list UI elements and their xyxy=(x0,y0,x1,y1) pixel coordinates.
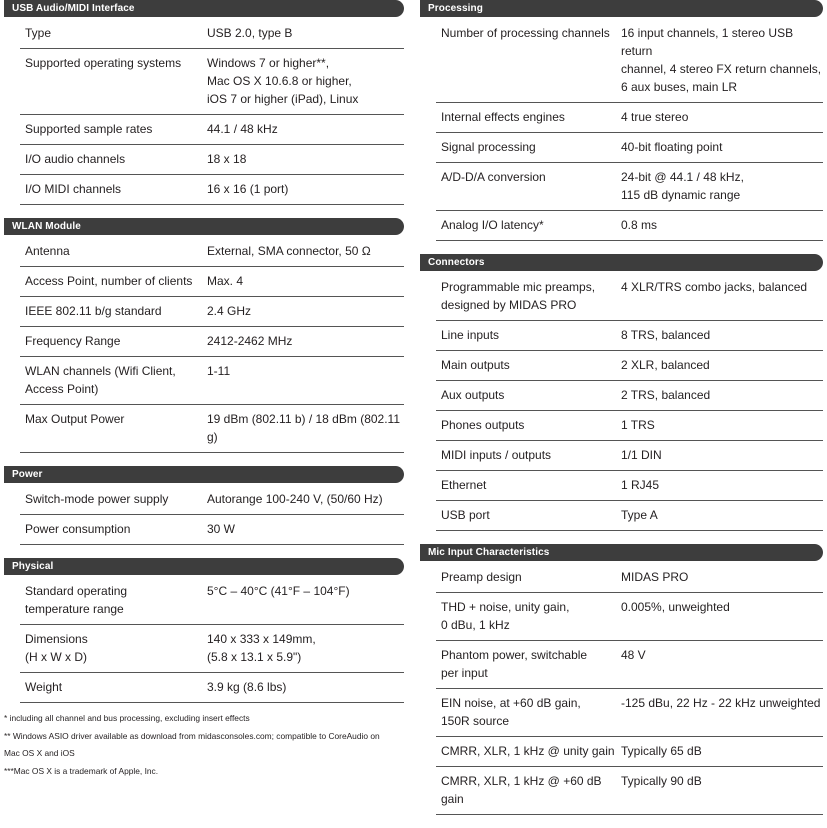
spec-label: Dimensions (H x W x D) xyxy=(25,632,88,664)
spec-label: Line inputs xyxy=(441,328,500,342)
spec-label: IEEE 802.11 b/g standard xyxy=(25,304,162,318)
spec-table xyxy=(436,271,823,531)
spec-label: A/D-D/A conversion xyxy=(441,170,546,184)
left-column xyxy=(4,0,404,780)
spec-value: 3.9 kg (8.6 lbs) xyxy=(207,680,287,694)
spec-table xyxy=(20,483,404,545)
footnote: ***Mac OS X is a trademark of Apple, Inc. xyxy=(4,765,159,776)
spec-label: Signal processing xyxy=(441,140,536,154)
spec-value: 4 true stereo xyxy=(621,110,689,124)
spec-value: 2412-2462 MHz xyxy=(207,334,293,348)
spec-row xyxy=(20,175,404,205)
spec-value: Autorange 100-240 V, (50/60 Hz) xyxy=(207,492,383,506)
spec-value: Type A xyxy=(621,508,658,522)
spec-row xyxy=(20,327,404,357)
section-mic-input-characteristics xyxy=(420,544,823,815)
spec-value: 30 W xyxy=(207,522,236,536)
spec-label: Main outputs xyxy=(441,358,510,372)
section-header: WLAN Module xyxy=(4,218,404,235)
spec-value: Typically 90 dB xyxy=(621,774,702,788)
spec-value: 0.8 ms xyxy=(621,218,658,232)
spec-value: 44.1 / 48 kHz xyxy=(207,122,278,136)
footnote: Mac OS X and iOS xyxy=(4,748,75,758)
spec-table xyxy=(20,17,404,205)
section-usb-audio-midi-interface xyxy=(4,0,404,205)
spec-value: External, SMA connector, 50 Ω xyxy=(207,244,371,258)
spec-value: 4 XLR/TRS combo jacks, balanced xyxy=(621,280,808,294)
spec-table xyxy=(436,561,823,815)
spec-value: Typically 65 dB xyxy=(621,744,702,758)
spec-row xyxy=(20,267,404,297)
spec-value: 19 dBm (802.11 b) / 18 dBm (802.11 g) xyxy=(207,412,401,444)
spec-label: Internal effects engines xyxy=(441,110,565,124)
spec-value: Windows 7 or higher**, Mac OS X 10.6.8 or higher, iOS 7 or higher (iPad), Linux xyxy=(207,56,359,106)
spec-label: Antenna xyxy=(25,244,70,258)
spec-value: 18 x 18 xyxy=(207,152,247,166)
spec-label: Standard operating temperature range xyxy=(25,584,128,616)
section-header: Power xyxy=(4,466,404,483)
spec-row xyxy=(20,115,404,145)
spec-row xyxy=(436,689,823,737)
spec-table xyxy=(436,17,823,241)
spec-label: THD + noise, unity gain, 0 dBu, 1 kHz xyxy=(441,600,570,632)
spec-table xyxy=(20,575,404,703)
spec-row xyxy=(20,405,404,453)
spec-label: Weight xyxy=(25,680,63,694)
spec-label: I/O audio channels xyxy=(25,152,126,166)
spec-label: CMRR, XLR, 1 kHz @ unity gain xyxy=(441,744,615,758)
spec-value: 0.005%, unweighted xyxy=(621,600,730,614)
spec-row xyxy=(436,501,823,531)
spec-row xyxy=(436,103,823,133)
spec-value: 2.4 GHz xyxy=(207,304,252,318)
spec-label: MIDI inputs / outputs xyxy=(441,448,552,462)
spec-value: 1 TRS xyxy=(621,418,655,432)
spec-table xyxy=(20,235,404,453)
spec-value: 48 V xyxy=(621,648,646,662)
spec-label: EIN noise, at +60 dB gain, 150R source xyxy=(441,696,581,728)
spec-value: 24-bit @ 44.1 / 48 kHz, 115 dB dynamic range xyxy=(621,170,744,202)
spec-value: 40-bit floating point xyxy=(621,140,723,154)
spec-label: I/O MIDI channels xyxy=(25,182,122,196)
spec-row xyxy=(20,297,404,327)
spec-label: Analog I/O latency* xyxy=(441,218,544,232)
spec-value: USB 2.0, type B xyxy=(207,26,293,40)
spec-value: 1/1 DIN xyxy=(621,448,662,462)
footnote: * including all channel and bus processing, excluding insert effects xyxy=(4,713,250,723)
spec-row xyxy=(20,357,404,405)
spec-label: USB port xyxy=(441,508,490,522)
spec-row xyxy=(436,411,823,441)
footnotes xyxy=(4,710,404,780)
spec-value: 16 input channels, 1 stereo USB return channel, 4 stereo FX return channels, 6 aux buses, main LR xyxy=(621,26,822,94)
section-physical xyxy=(4,558,404,703)
spec-row xyxy=(436,561,823,593)
spec-label: Type xyxy=(25,26,52,40)
spec-label: Programmable mic preamps, designed by MIDAS PRO xyxy=(441,280,596,312)
spec-row xyxy=(436,641,823,689)
right-column xyxy=(420,0,823,828)
spec-row xyxy=(436,211,823,241)
spec-value: -125 dBu, 22 Hz - 22 kHz unweighted xyxy=(621,696,821,710)
spec-row xyxy=(20,515,404,545)
spec-value: MIDAS PRO xyxy=(621,570,689,584)
spec-row xyxy=(20,235,404,267)
spec-value: 2 XLR, balanced xyxy=(621,358,710,372)
spec-row xyxy=(436,321,823,351)
spec-row xyxy=(20,49,404,115)
spec-row xyxy=(20,145,404,175)
spec-label: Power consumption xyxy=(25,522,131,536)
spec-label: WLAN channels (Wifi Client, Access Point) xyxy=(25,364,176,396)
spec-row xyxy=(436,767,823,815)
spec-label: Ethernet xyxy=(441,478,487,492)
section-power xyxy=(4,466,404,545)
spec-row xyxy=(20,673,404,703)
spec-value: 140 x 333 x 149mm, (5.8 x 13.1 x 5.9") xyxy=(207,632,316,664)
spec-row xyxy=(436,441,823,471)
spec-row xyxy=(436,17,823,103)
section-header: Connectors xyxy=(420,254,823,271)
spec-label: Phantom power, switchable per input xyxy=(441,648,588,680)
spec-label: Supported operating systems xyxy=(25,56,182,70)
spec-row xyxy=(436,163,823,211)
spec-value: 1-11 xyxy=(207,364,231,378)
spec-row xyxy=(20,575,404,625)
section-connectors xyxy=(420,254,823,531)
section-header: Mic Input Characteristics xyxy=(420,544,823,561)
spec-row xyxy=(20,17,404,49)
spec-row xyxy=(436,351,823,381)
spec-row xyxy=(436,471,823,501)
spec-label: Number of processing channels xyxy=(441,26,610,40)
spec-value: 2 TRS, balanced xyxy=(621,388,711,402)
section-header: Processing xyxy=(420,0,823,17)
spec-row xyxy=(436,381,823,411)
spec-label: Supported sample rates xyxy=(25,122,153,136)
spec-label: Preamp design xyxy=(441,570,522,584)
spec-row xyxy=(436,737,823,767)
spec-row xyxy=(20,625,404,673)
spec-label: Access Point, number of clients xyxy=(25,274,193,288)
spec-label: Switch-mode power supply xyxy=(25,492,169,506)
spec-label: Max Output Power xyxy=(25,412,125,426)
footnote: ** Windows ASIO driver available as download from midasconsoles.com; compatible to CoreAudio on xyxy=(4,730,380,741)
section-header: Physical xyxy=(4,558,404,575)
spec-label: Frequency Range xyxy=(25,334,121,348)
spec-value: 1 RJ45 xyxy=(621,478,660,492)
section-processing xyxy=(420,0,823,241)
spec-row xyxy=(436,271,823,321)
spec-label: CMRR, XLR, 1 kHz @ +60 dB gain xyxy=(441,774,602,806)
spec-label: Aux outputs xyxy=(441,388,505,402)
spec-label: Phones outputs xyxy=(441,418,525,432)
spec-value: 16 x 16 (1 port) xyxy=(207,182,289,196)
spec-value: 5°C – 40°C (41°F – 104°F) xyxy=(207,584,350,598)
spec-row xyxy=(436,593,823,641)
section-header: USB Audio/MIDI Interface xyxy=(4,0,404,17)
spec-row xyxy=(20,483,404,515)
spec-value: Max. 4 xyxy=(207,274,244,288)
spec-value: 8 TRS, balanced xyxy=(621,328,711,342)
section-wlan-module xyxy=(4,218,404,453)
spec-row xyxy=(436,133,823,163)
